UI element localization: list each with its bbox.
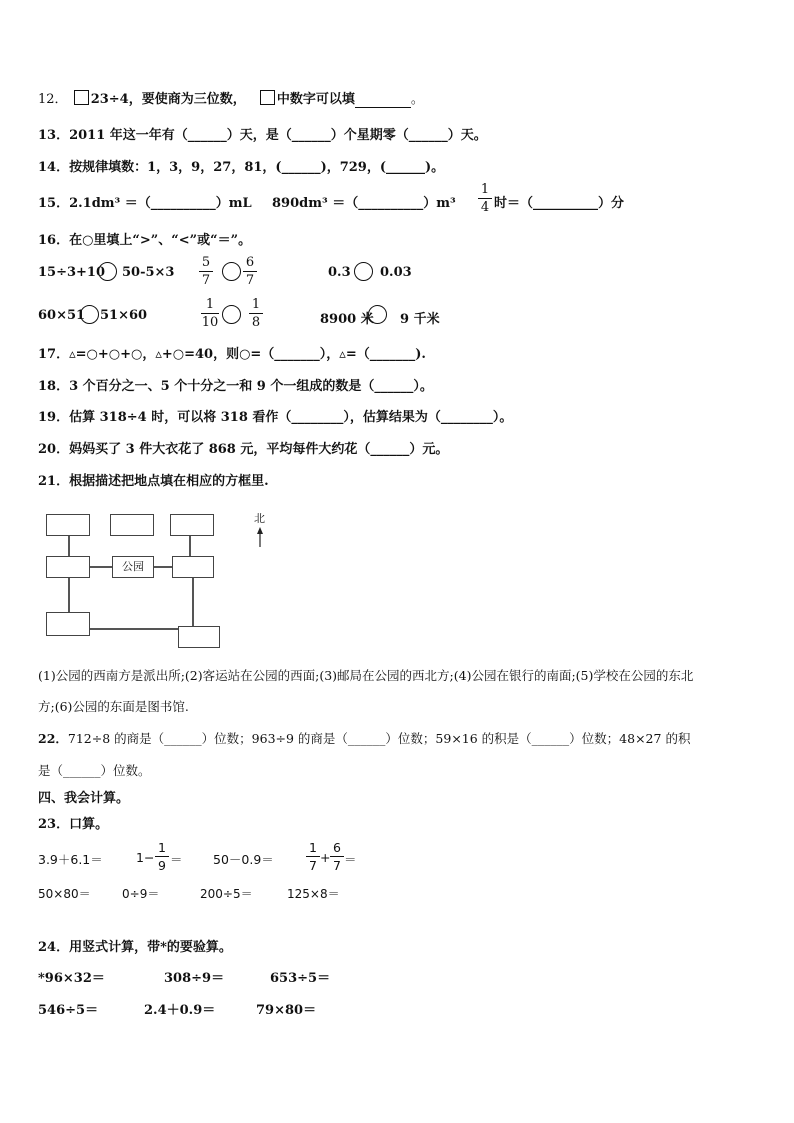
fraction-numerator: 1 <box>205 297 215 312</box>
question-15-part-a: 2.1dm³ ＝（__________）mL <box>69 196 252 211</box>
question-12-end: 。 <box>410 92 424 107</box>
fraction-5-7 <box>199 255 213 288</box>
question-12 <box>38 88 424 108</box>
plus-sign: + <box>320 850 331 865</box>
oral-calc-2-prefix: 1− <box>136 850 155 865</box>
compare-circle[interactable] <box>354 262 373 281</box>
compare-4-right: 51×60 <box>100 308 148 323</box>
question-24 <box>38 936 232 955</box>
compare-3-left: 0.3 <box>328 265 351 280</box>
blank-box[interactable] <box>74 90 89 105</box>
north-arrow-icon <box>253 526 267 548</box>
vertical-calc-4: 546÷5＝ <box>38 1003 99 1018</box>
question-number: 20． <box>38 442 70 457</box>
fraction-6-7 <box>243 255 257 288</box>
map-road <box>192 578 194 626</box>
question-number: 23． <box>38 817 70 832</box>
compare-circle[interactable] <box>80 305 99 324</box>
oral-calc-3: 50－0.9＝ <box>213 852 274 867</box>
question-18 <box>38 375 433 394</box>
question-number: 15． <box>38 196 70 211</box>
fraction-quarter <box>478 182 492 215</box>
compare-circle[interactable] <box>368 305 387 324</box>
compare-4-left: 60×51 <box>38 308 86 323</box>
question-23-title: 口算。 <box>69 817 109 832</box>
question-20-text: 妈妈买了 3 件大衣花了 868 元，平均每件大约花（______）元。 <box>69 442 449 457</box>
question-15-part-c <box>494 192 624 211</box>
fraction-denominator: 7 <box>333 858 341 873</box>
compare-6-left: 8900 米 <box>320 312 374 327</box>
fraction-1-9 <box>155 840 169 873</box>
question-13-text: 2011 年这一年有（______）天，是（______）个星期零（______）天。 <box>69 128 487 143</box>
park-box <box>112 556 154 578</box>
map-box[interactable] <box>178 626 220 648</box>
question-number: 22． <box>38 731 68 746</box>
blank-box[interactable] <box>260 90 275 105</box>
fraction-numerator: 1 <box>158 840 166 855</box>
question-19 <box>38 406 512 425</box>
answer-blank[interactable] <box>355 92 411 108</box>
question-19-text: 估算 318÷4 时，可以将 318 看作（________），估算结果为（________）。 <box>69 410 513 425</box>
question-12-expression: 23÷4，要使商为三位数， <box>90 92 246 107</box>
map-box[interactable] <box>110 514 154 536</box>
vertical-calc-6: 79×80＝ <box>256 1003 317 1018</box>
oral-calc-7: 200÷5＝ <box>200 887 253 901</box>
question-21-text: 根据描述把地点填在相应的方框里. <box>69 474 269 489</box>
question-16-text: 在○里填上“>”、“<”或“＝”。 <box>69 233 252 248</box>
compare-3-right: 0.03 <box>380 265 412 280</box>
question-15-part-b <box>272 192 456 211</box>
question-number: 19． <box>38 410 70 425</box>
oral-calc-5: 50×80＝ <box>38 887 91 901</box>
map-box[interactable] <box>172 556 214 578</box>
question-24-title: 用竖式计算，带*的要验算。 <box>69 940 232 955</box>
fraction-denominator: 9 <box>158 858 166 873</box>
compare-circle[interactable] <box>222 305 241 324</box>
question-number: 14． <box>38 160 70 175</box>
fraction-denominator: 10 <box>201 315 219 330</box>
question-21-description-1: (1)公园的西南方是派出所;(2)客运站在公园的西面;(3)邮局在公园的西北方;(4)公园在银行的南面;(5)学校在公园的东北 <box>38 668 694 683</box>
question-20 <box>38 438 448 457</box>
question-12-tail: 中数字可以填 <box>276 92 355 107</box>
vertical-calc-2: 308÷9＝ <box>164 971 225 986</box>
question-14 <box>38 156 444 175</box>
question-16 <box>38 229 251 248</box>
vertical-calc-1: *96×32＝ <box>38 971 105 986</box>
question-21-description-2: 方;(6)公园的东面是图书馆. <box>38 699 189 714</box>
compare-6-right: 9 千米 <box>400 312 440 327</box>
vertical-calc-5: 2.4＋0.9＝ <box>144 1003 216 1018</box>
question-number: 24． <box>38 940 70 955</box>
map-road <box>88 628 180 630</box>
park-label: 公园 <box>122 560 144 573</box>
map-box[interactable] <box>46 514 90 536</box>
compare-circle[interactable] <box>222 262 241 281</box>
oral-calc-4-equals: ＝ <box>344 852 357 867</box>
question-22-line-2: 是（______）位数。 <box>38 763 151 778</box>
fraction-numerator: 1 <box>480 182 490 197</box>
fraction-denominator: 7 <box>201 273 211 288</box>
vertical-calc-3: 653÷5＝ <box>270 971 331 986</box>
fraction-1-8 <box>249 297 263 330</box>
oral-calc-2-equals: ＝ <box>170 852 183 867</box>
fraction-numerator: 1 <box>251 297 261 312</box>
question-22 <box>38 729 690 747</box>
fraction-numerator: 1 <box>309 840 317 855</box>
question-15 <box>38 192 252 211</box>
question-15-part-c-text: 时＝（__________）分 <box>494 196 625 211</box>
map-road <box>68 578 70 612</box>
compare-1-right: 50-5×3 <box>122 265 175 280</box>
fraction-denominator: 4 <box>480 200 490 215</box>
question-17 <box>38 343 426 362</box>
compare-circle[interactable] <box>98 262 117 281</box>
question-15-part-b-text: 890dm³ ＝（__________）m³ <box>272 196 456 211</box>
compare-1-left: 15÷3+10 <box>38 265 106 280</box>
question-17-text: ▵=○+○+○，▵+○=40，则○=（_______），▵=（_______). <box>69 347 426 362</box>
question-22-line-1: 712÷8 的商是（______）位数；963÷9 的商是（______）位数；59×16 的积是（______）位数；48×27 的积 <box>67 731 691 746</box>
question-number: 21． <box>38 474 70 489</box>
oral-calc-8: 125×8＝ <box>287 887 340 901</box>
question-number: 13． <box>38 128 70 143</box>
question-14-text: 按规律填数：1，3，9，27，81，(______)，729，(______)。 <box>69 160 445 175</box>
fraction-1-7 <box>306 840 320 873</box>
fraction-denominator: 8 <box>251 315 261 330</box>
north-label: 北 <box>254 512 265 525</box>
map-road <box>189 536 191 556</box>
section-heading: 四、我会计算。 <box>38 791 130 806</box>
fraction-numerator: 5 <box>201 255 211 270</box>
fraction-numerator: 6 <box>333 840 341 855</box>
fraction-denominator: 7 <box>309 858 317 873</box>
fraction-numerator: 6 <box>245 255 255 270</box>
fraction-6-7 <box>330 840 344 873</box>
question-number: 17． <box>38 347 70 362</box>
question-13 <box>38 124 487 143</box>
question-number: 12． <box>38 92 68 107</box>
map-road <box>90 566 112 568</box>
fraction-denominator: 7 <box>245 273 255 288</box>
question-18-text: 3 个百分之一、5 个十分之一和 9 个一组成的数是（______）。 <box>69 379 433 394</box>
oral-calc-1: 3.9＋6.1＝ <box>38 852 103 867</box>
question-number: 18． <box>38 379 70 394</box>
oral-calc-6: 0÷9＝ <box>122 887 160 901</box>
map-box[interactable] <box>46 556 90 578</box>
map-box[interactable] <box>46 612 90 636</box>
map-road <box>68 536 70 556</box>
question-number: 16． <box>38 233 70 248</box>
question-23 <box>38 813 108 832</box>
map-box[interactable] <box>170 514 214 536</box>
question-21 <box>38 470 269 489</box>
fraction-1-10 <box>201 297 219 330</box>
